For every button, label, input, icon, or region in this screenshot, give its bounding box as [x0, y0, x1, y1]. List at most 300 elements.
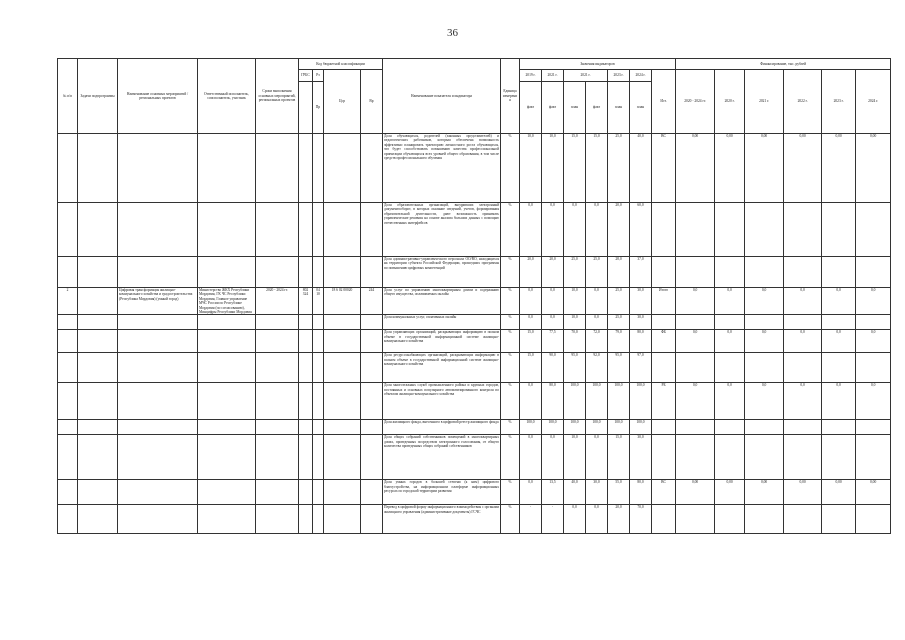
row-fin: 0,0 — [784, 288, 822, 315]
row-executor — [198, 257, 256, 288]
row-fin — [676, 315, 715, 330]
row-fin: 0,00 — [745, 480, 784, 505]
row-value: 40,0 — [564, 480, 586, 505]
row-indicator: Доля ресурсоснабжающих организаций, раскрывающих информацию в полном объеме в государственной информационной системе жилищно-коммунального хозяйства — [383, 353, 501, 383]
row-term — [256, 480, 299, 505]
row-value: 15,0 — [564, 134, 586, 203]
row-csr — [324, 435, 361, 480]
row-value: 0,0 — [586, 203, 608, 257]
row-grbs — [299, 383, 313, 420]
row-fin: 0,0 — [784, 330, 822, 353]
table-row — [58, 353, 891, 383]
header-values-group: Значения индикаторов — [520, 59, 676, 70]
row-fin — [676, 435, 715, 480]
header-year-2021b: 2021 г. — [564, 70, 608, 82]
row-executor — [198, 383, 256, 420]
row-value: 25,0 — [608, 315, 630, 330]
row-num — [58, 203, 78, 257]
row-rz — [313, 257, 324, 288]
row-value: - — [542, 505, 564, 534]
row-num — [58, 420, 78, 435]
row-fin — [822, 435, 856, 480]
row-indicator: Доля многоэтажных служб промышленного района и крупных городов, постоянных и основных популярного автоматизированного контроля по объектам жилищно-коммунального хозяйства — [383, 383, 501, 420]
header-budget-code-group: Код бюджетной классификации — [299, 59, 383, 70]
row-csr — [324, 420, 361, 435]
row-rz — [313, 480, 324, 505]
table-row — [58, 288, 891, 315]
header-indicator-name: Наименование показателя и индикатора — [383, 59, 501, 134]
row-indicator: Доля административно-управленческого персонала ОО/ВО, находящихся на территории субъекта Российской Федерации, прошедших программы по повышению цифровых компетенций — [383, 257, 501, 288]
row-fin: 0,00 — [822, 134, 856, 203]
row-grbs — [299, 435, 313, 480]
row-fin — [822, 420, 856, 435]
row-fin — [784, 353, 822, 383]
row-rz — [313, 353, 324, 383]
row-fin: 0,0 — [745, 330, 784, 353]
table-row — [58, 257, 891, 288]
row-vr — [361, 315, 383, 330]
row-num: 2 — [58, 288, 78, 315]
row-csr — [324, 203, 361, 257]
row-fin: 0,0 — [822, 383, 856, 420]
row-value: - — [520, 505, 542, 534]
header-plan-2: план — [608, 82, 630, 134]
row-unit: % — [501, 505, 520, 534]
row-ist: ВС — [652, 480, 676, 505]
row-measure — [118, 330, 198, 353]
row-value: 0,0 — [520, 203, 542, 257]
row-vr: 244 — [361, 288, 383, 315]
row-executor — [198, 480, 256, 505]
row-value: 79,0 — [608, 330, 630, 353]
row-fin: 0,0 — [856, 330, 891, 353]
row-value: 15,0 — [586, 134, 608, 203]
row-vr — [361, 257, 383, 288]
row-vr — [361, 383, 383, 420]
table-row — [58, 134, 891, 203]
row-ist — [652, 420, 676, 435]
row-fin: 0,00 — [676, 134, 715, 203]
row-value: 0,0 — [520, 288, 542, 315]
row-fin: 0,00 — [715, 134, 745, 203]
row-fin: 0,0 — [715, 383, 745, 420]
row-term — [256, 353, 299, 383]
row-value: 77,5 — [542, 330, 564, 353]
row-indicator: Доля услуг по управлению многоквартирным домом и содержанию общего имущества, оплачиваемых онлайн — [383, 288, 501, 315]
row-value: 0,0 — [520, 480, 542, 505]
row-unit: % — [501, 203, 520, 257]
row-fin — [856, 505, 891, 534]
row-value: 0,0 — [586, 435, 608, 480]
row-unit: % — [501, 420, 520, 435]
row-vr — [361, 203, 383, 257]
row-fin — [715, 257, 745, 288]
header-vr: Вр — [361, 70, 383, 134]
row-value: 0,0 — [564, 505, 586, 534]
row-fin: 0,0 — [822, 330, 856, 353]
row-fin — [784, 505, 822, 534]
row-unit: % — [501, 134, 520, 203]
row-grbs — [299, 505, 313, 534]
row-fin — [822, 353, 856, 383]
row-value: 0,0 — [542, 288, 564, 315]
table-row — [58, 420, 891, 435]
row-num — [58, 330, 78, 353]
row-value: 25,0 — [586, 257, 608, 288]
row-value: 10,0 — [520, 134, 542, 203]
row-unit: % — [501, 480, 520, 505]
row-fin: 0,0 — [856, 288, 891, 315]
row-fin: 0,0 — [856, 383, 891, 420]
row-grbs — [299, 330, 313, 353]
row-measure — [118, 134, 198, 203]
row-value: 60,0 — [630, 203, 652, 257]
row-indicator: Доля обучающихся, родителей (законных представителей) и педагогических работников, которым обеспечена возможность эффективно планировать траекторию личностного роста обучающихся, что будет способствовать повышению качества профессиональной ориентации обучающихся всех уровней общего образования, в том числе средств профессионального обучения — [383, 134, 501, 203]
row-fin: 0,00 — [822, 480, 856, 505]
row-num — [58, 353, 78, 383]
row-fin — [822, 505, 856, 534]
row-grbs — [299, 353, 313, 383]
row-fin — [676, 505, 715, 534]
row-fin — [822, 203, 856, 257]
row-fin — [676, 203, 715, 257]
row-term — [256, 383, 299, 420]
row-measure — [118, 435, 198, 480]
row-fin — [715, 435, 745, 480]
row-fin: 0,0 — [745, 383, 784, 420]
row-ist: РБ — [652, 383, 676, 420]
row-csr — [324, 480, 361, 505]
row-value: 0,0 — [520, 315, 542, 330]
row-value: 25,0 — [564, 257, 586, 288]
row-value: 80,0 — [542, 383, 564, 420]
row-measure — [118, 257, 198, 288]
header-year-2019: 2019 г. — [520, 70, 542, 82]
row-measure — [118, 203, 198, 257]
row-fin — [784, 257, 822, 288]
row-value: 10,0 — [542, 134, 564, 203]
row-value: 100,0 — [564, 383, 586, 420]
row-term — [256, 330, 299, 353]
row-ist — [652, 435, 676, 480]
row-value: 0,0 — [542, 315, 564, 330]
row-indicator: Перевод в цифровой форму информационного взаимодействия с органами жилищного управления (административные документы) ГСЧС — [383, 505, 501, 534]
row-num — [58, 315, 78, 330]
row-vr — [361, 505, 383, 534]
row-task — [78, 257, 118, 288]
row-fin — [715, 505, 745, 534]
row-value: 100,0 — [608, 420, 630, 435]
header-year-2021a: 2021 г. — [542, 70, 564, 82]
row-ist — [652, 505, 676, 534]
row-csr — [324, 257, 361, 288]
table-row — [58, 383, 891, 420]
row-value: 100,0 — [630, 383, 652, 420]
header-task: Задачи подпрограммы — [78, 59, 118, 134]
row-fin: 0,0 — [676, 330, 715, 353]
table-body — [58, 134, 891, 534]
row-task — [78, 134, 118, 203]
row-measure — [118, 353, 198, 383]
row-unit: % — [501, 288, 520, 315]
row-grbs — [299, 420, 313, 435]
row-fin — [856, 257, 891, 288]
row-fin — [745, 257, 784, 288]
row-value: 0,0 — [564, 203, 586, 257]
row-value: 30,0 — [630, 288, 652, 315]
row-value: 20,0 — [608, 505, 630, 534]
row-fin — [715, 420, 745, 435]
row-fin — [715, 353, 745, 383]
table-row — [58, 330, 891, 353]
row-unit: % — [501, 435, 520, 480]
header-executor: Ответственный исполнитель, соисполнитель, участник — [198, 59, 256, 134]
header-fin-2024: 2024 г. — [856, 70, 891, 134]
row-vr — [361, 134, 383, 203]
row-fin — [715, 203, 745, 257]
header-fin-2023: 2023 г. — [822, 70, 856, 134]
row-csr — [324, 353, 361, 383]
row-fin — [784, 420, 822, 435]
row-fin — [856, 353, 891, 383]
row-fin — [676, 420, 715, 435]
row-term — [256, 420, 299, 435]
row-value: 40,0 — [630, 134, 652, 203]
row-fin: 0,00 — [856, 134, 891, 203]
row-rz — [313, 203, 324, 257]
row-value: 10,0 — [564, 288, 586, 315]
row-fin — [784, 435, 822, 480]
row-task — [78, 353, 118, 383]
row-fin — [745, 420, 784, 435]
table-row — [58, 315, 891, 330]
row-task — [78, 288, 118, 315]
row-ist: Итого — [652, 288, 676, 315]
header-fact-2: факт — [542, 82, 564, 134]
row-fin — [745, 203, 784, 257]
header-year-2024: 2024 г. — [630, 70, 652, 82]
row-fin — [676, 353, 715, 383]
row-rz — [313, 134, 324, 203]
row-fin: 0,0 — [822, 288, 856, 315]
row-csr: 18 6 02 00020 — [324, 288, 361, 315]
row-fin: 0,0 — [676, 383, 715, 420]
header-num: № п/п — [58, 59, 78, 134]
row-rz — [313, 330, 324, 353]
row-term — [256, 505, 299, 534]
row-measure: Цифровая трансформация жилищно-коммунального хозяйства и градостроительства (Республика Мордовия) (умный город) — [118, 288, 198, 315]
row-measure — [118, 420, 198, 435]
header-financing-group: Финансирование, тыс. рублей — [676, 59, 891, 70]
row-grbs — [299, 315, 313, 330]
row-fin — [745, 315, 784, 330]
row-fin: 0,0 — [784, 383, 822, 420]
row-value: 30,0 — [586, 480, 608, 505]
row-unit: % — [501, 383, 520, 420]
row-fin — [784, 203, 822, 257]
row-value: 0,0 — [586, 315, 608, 330]
header-term: Сроки выполнения основных мероприятий, региональных проектов — [256, 59, 299, 134]
row-indicator: Доля коммунальных услуг, оплаченных онлайн — [383, 315, 501, 330]
header-grbs: ГРБС — [299, 70, 313, 82]
table-row — [58, 203, 891, 257]
header-rz: Рз — [313, 70, 324, 82]
row-value: 70,0 — [630, 505, 652, 534]
row-value: 95,0 — [564, 353, 586, 383]
page-number: 36 — [447, 27, 458, 39]
row-fin: 0,0 — [715, 330, 745, 353]
row-fin: 0,0 — [745, 288, 784, 315]
row-executor — [198, 420, 256, 435]
header-fin-2022: 2022 г. — [784, 70, 822, 134]
row-executor — [198, 505, 256, 534]
row-value: 25,0 — [608, 134, 630, 203]
row-term — [256, 203, 299, 257]
row-term: 2020 - 2024 гг. — [256, 288, 299, 315]
row-num — [58, 257, 78, 288]
row-executor: Министерство ЖКХ Республики Мордовия, ГК ЧС Республики Мордовия, Главное управление МЧС России по Республике Мордовия (по согласованию), Минцифры Республики Мордовия — [198, 288, 256, 315]
row-value: 100,0 — [586, 420, 608, 435]
row-rz: 04 10 — [313, 288, 324, 315]
row-num — [58, 134, 78, 203]
row-fin: 0,00 — [784, 480, 822, 505]
row-fin — [715, 315, 745, 330]
row-task — [78, 480, 118, 505]
row-value: 15,0 — [520, 330, 542, 353]
row-value: 100,0 — [564, 420, 586, 435]
row-rz — [313, 315, 324, 330]
row-fin — [856, 420, 891, 435]
row-value: 0,0 — [520, 435, 542, 480]
row-fin — [745, 435, 784, 480]
row-unit: % — [501, 315, 520, 330]
row-value: 55,0 — [608, 480, 630, 505]
row-value: 80,0 — [630, 330, 652, 353]
row-unit: % — [501, 330, 520, 353]
row-measure — [118, 383, 198, 420]
header-csr: Цср — [324, 70, 361, 134]
row-value: 100,0 — [542, 420, 564, 435]
row-fin: 0,00 — [715, 480, 745, 505]
program-table — [57, 58, 891, 534]
row-value: 100,0 — [608, 383, 630, 420]
row-indicator: Доля управляющих организаций, раскрывающих информацию в полном объеме в государственной информационной системе жилищно-коммунального хозяйства — [383, 330, 501, 353]
row-term — [256, 257, 299, 288]
row-unit: % — [501, 257, 520, 288]
row-value: 30,0 — [630, 315, 652, 330]
row-value: 80,0 — [630, 480, 652, 505]
row-fin — [856, 435, 891, 480]
row-value: 10,0 — [564, 435, 586, 480]
row-value: 97,0 — [630, 353, 652, 383]
row-value: 0,0 — [542, 435, 564, 480]
row-fin — [745, 505, 784, 534]
row-vr — [361, 420, 383, 435]
row-task — [78, 505, 118, 534]
header-fin-2021: 2021 г. — [745, 70, 784, 134]
header-unit: Единица измерения — [501, 59, 520, 134]
row-rz — [313, 420, 324, 435]
row-value: 92,0 — [586, 353, 608, 383]
row-num — [58, 435, 78, 480]
row-grbs — [299, 257, 313, 288]
row-value: 15,0 — [520, 353, 542, 383]
row-unit: % — [501, 353, 520, 383]
row-value: 0,0 — [542, 203, 564, 257]
row-num — [58, 383, 78, 420]
row-ist — [652, 257, 676, 288]
row-fin: 0,0 — [715, 288, 745, 315]
row-ist: ВС — [652, 134, 676, 203]
row-value: 10,0 — [564, 315, 586, 330]
row-vr — [361, 330, 383, 353]
row-indicator: Доля умных городов в большей степени (к ним) цифрового благоустройства, на информационном платформе информационных ресурсах по городской территории развития — [383, 480, 501, 505]
row-value: 100,0 — [630, 420, 652, 435]
row-executor — [198, 353, 256, 383]
row-value: 100,0 — [586, 383, 608, 420]
row-value: 70,0 — [564, 330, 586, 353]
row-executor — [198, 315, 256, 330]
row-value: 72,0 — [586, 330, 608, 353]
row-value: 25,0 — [608, 288, 630, 315]
row-value: 13,5 — [542, 480, 564, 505]
row-grbs: 802 324 — [299, 288, 313, 315]
header-fact-3: факт — [586, 82, 608, 134]
row-value: 28,0 — [608, 257, 630, 288]
row-task — [78, 330, 118, 353]
row-value: 100,0 — [520, 420, 542, 435]
row-indicator: Доля общих собраний собственников помещений в многоквартирных домах, проведенных посредством электронного голосования, от общего количества проведенных общих собраний собственников — [383, 435, 501, 480]
row-task — [78, 203, 118, 257]
row-csr — [324, 505, 361, 534]
row-executor — [198, 435, 256, 480]
row-value: 90,0 — [542, 353, 564, 383]
row-value: 20,0 — [608, 203, 630, 257]
header-plan-3: план — [630, 82, 652, 134]
row-value: 0,0 — [586, 288, 608, 315]
row-fin: 0,0 — [676, 288, 715, 315]
row-indicator: Доля образовательных организаций, внедривших электронный документооборот, в которых оказание сведений, учетов, формирования образовательной деятельности, дают возможность принимать управленческие решения на основе анализа больших данных с помощью отечественных интерфейсов — [383, 203, 501, 257]
header-grbs-blank — [299, 82, 313, 134]
row-term — [256, 134, 299, 203]
header-ist: Ист. — [652, 70, 676, 134]
row-ist — [652, 315, 676, 330]
row-fin: 0,00 — [676, 480, 715, 505]
row-grbs — [299, 203, 313, 257]
row-grbs — [299, 480, 313, 505]
row-value: 0,0 — [520, 383, 542, 420]
table-row — [58, 505, 891, 534]
row-value: 15,0 — [608, 435, 630, 480]
header-measure: Наименование основных мероприятий / региональных проектов — [118, 59, 198, 134]
row-measure — [118, 505, 198, 534]
row-value: 20,0 — [520, 257, 542, 288]
row-executor — [198, 203, 256, 257]
row-num — [58, 505, 78, 534]
row-measure — [118, 480, 198, 505]
row-fin: 0,00 — [856, 480, 891, 505]
row-value: 37,0 — [630, 257, 652, 288]
row-rz — [313, 505, 324, 534]
row-indicator: Доля жилищного фонда, внесенного в цифровой реестр жилищного фонда — [383, 420, 501, 435]
row-vr — [361, 353, 383, 383]
row-num — [58, 480, 78, 505]
row-value: 20,0 — [542, 257, 564, 288]
row-ist — [652, 353, 676, 383]
row-fin — [676, 257, 715, 288]
row-ist — [652, 203, 676, 257]
table-row — [58, 435, 891, 480]
